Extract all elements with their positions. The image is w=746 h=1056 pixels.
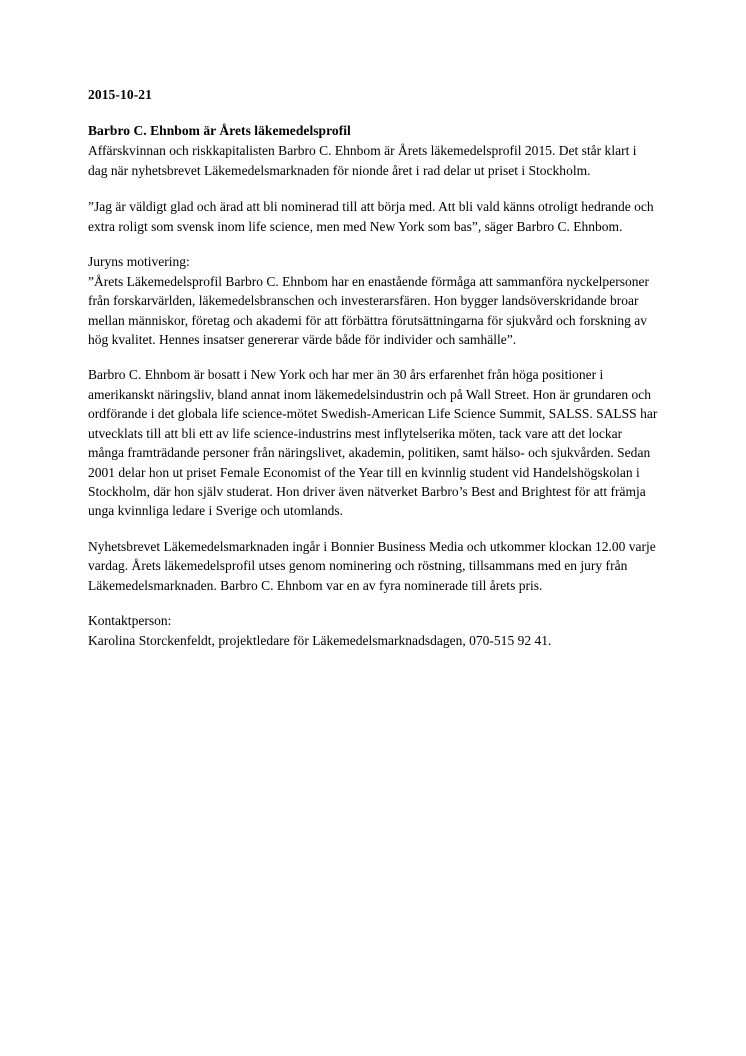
paragraph-quote-ehnbom: ”Jag är väldigt glad och ärad att bli nominerad till att börja med. Att bli vald känns otroligt hedrande och extra roligt som svensk inom life science, men med New York som bas”, säger Barbro C. Ehnbom. (88, 199, 654, 234)
document-body (88, 86, 658, 666)
paragraph-contact-label: Kontaktperson: (88, 613, 172, 629)
paragraph-intro: Affärskvinnan och riskkapitalisten Barbro C. Ehnbom är Årets läkemedelsprofil 2015. Det står klart i dag när nyhetsbrevet Läkemedelsmarknaden för nionde året i rad delar ut priset i Stockholm. (88, 143, 637, 178)
paragraph-newsletter-info: Nyhetsbrevet Läkemedelsmarknaden ingår i Bonnier Business Media och utkommer klockan 12.00 varje vardag. Årets läkemedelsprofil utses genom nominering och röstning, tillsammans med en jury från Läkemedelsmarknaden. Barbro C. Ehnbom var en av fyra nominerade till årets pris. (88, 538, 656, 593)
paragraph-contact-details: Karolina Storckenfeldt, projektledare för Läkemedelsmarknadsdagen, 070-515 92 41. (88, 632, 552, 648)
paragraph-jury-label: Juryns motivering: (88, 254, 190, 270)
paragraph-biography: Barbro C. Ehnbom är bosatt i New York och har mer än 30 års erfarenhet från höga positioner i amerikanskt näringsliv, bland annat inom läkemedelsindustrin och på Wall Street. Hon är grundaren och ordförande i det globala life science-mötet Swedish-American Life Science Summit, SALSS. SALSS har utvecklats till att bli ett av life science-industrins mest inflytelserika möten, tack vare att det lockar många framträdande personer från näringslivet, akademin, politiken, samt hälso- och sjukvården. Sedan 2001 delar hon ut priset Female Economist of the Year till en kvinnlig student vid Handelshögskolan i Stockholm, där hon själv studerat. Hon driver även nätverket Barbro’s Best and Brightest för att främja unga kvinnliga ledare i Sverige och utomlands. (88, 367, 658, 519)
document-date: 2015-10-21 (88, 87, 152, 102)
document-heading: Barbro C. Ehnbom är Årets läkemedelsprofil (88, 123, 351, 139)
paragraph-jury-motivation: ”Årets Läkemedelsprofil Barbro C. Ehnbom har en enastående förmåga att sammanföra nyckelpersoner från forskarvärlden, läkemedelsbranschen och investerarsfären. Hon bygger landsöverskridande broar mellan människor, företag och akademi för att förbättra förutsättningarna för sjukvård och forskning av hög kvalitet. Hennes insatser genererar värde både för individer och samhälle”. (88, 273, 649, 347)
